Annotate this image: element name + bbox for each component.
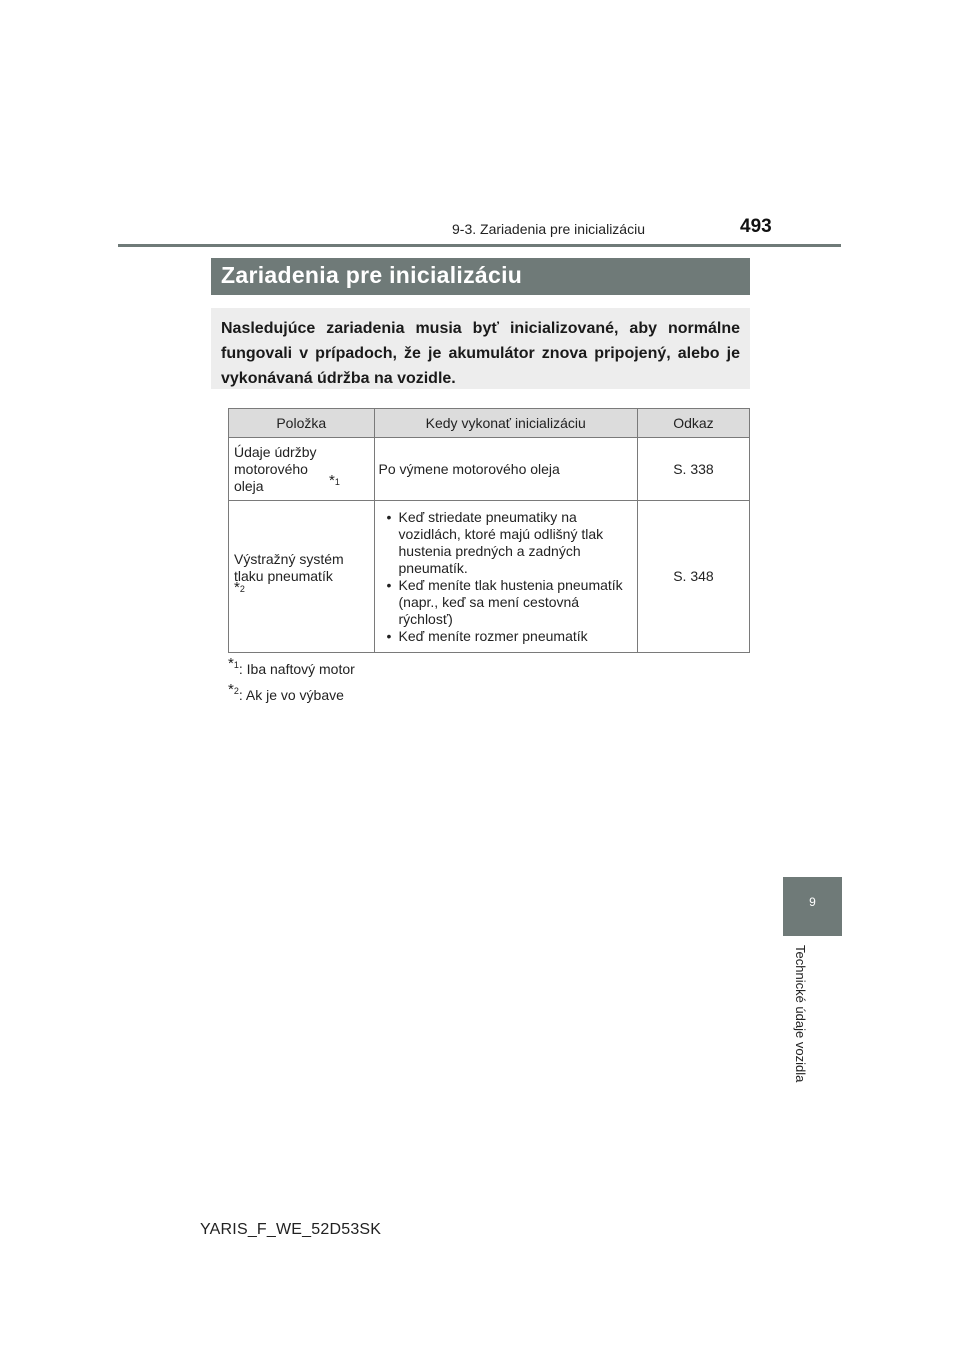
page-title: Zariadenia pre inicializáciu (211, 258, 750, 295)
list-item: • Keď meníte rozmer pneumatík (387, 628, 631, 645)
initialization-table (228, 408, 750, 653)
page-number: 493 (740, 216, 772, 237)
cell-when (374, 501, 637, 653)
header-rule (118, 244, 841, 247)
section-title: 9-3. Zariadenia pre inicializáciu (452, 221, 645, 237)
footnote-mark: *2 (234, 579, 245, 597)
cell-item (229, 501, 375, 653)
item-text: Údaje údržby motorového oleja (234, 443, 317, 494)
footnote-mark: *1 (329, 471, 340, 489)
list-item: • Keď striedate pneumatiky na vozidlách, ktoré majú odlišný tlak hustenia predných a zadných pneumatík. (387, 509, 631, 577)
cell-reference: S. 348 (637, 501, 749, 653)
header-item: Položka (229, 409, 375, 438)
chapter-tab: 9 (783, 877, 842, 936)
footnote-1: $^{*1}$: Iba naftový motor (228, 655, 355, 677)
table-row (229, 501, 750, 653)
header-when: Kedy vykonať inicializáciu (374, 409, 637, 438)
cell-item (229, 438, 375, 501)
chapter-label: Technické údaje vozidla (793, 945, 808, 1083)
document-code: YARIS_F_WE_52D53SK (200, 1221, 382, 1238)
list-item: • Keď meníte tlak hustenia pneumatík (napr., keď sa mení cestovná rýchlosť) (387, 577, 631, 628)
cell-when: Po výmene motorového oleja (374, 438, 637, 501)
cell-reference: S. 338 (637, 438, 749, 501)
table-row (229, 438, 750, 501)
when-list (387, 509, 631, 645)
intro-box: Nasledujúce zariadenia musia byť inicializované, aby normálne fungovali v prípadoch, že je akumulátor znova pripojený, alebo je vykonávaná údržba na vozidle. (211, 308, 750, 389)
header-reference: Odkaz (637, 409, 749, 438)
item-text: Výstražný systém tlaku pneumatík (234, 551, 344, 584)
table-header-row (229, 409, 750, 438)
footnote-2: $^{*2}$: Ak je vo výbave (228, 681, 344, 703)
